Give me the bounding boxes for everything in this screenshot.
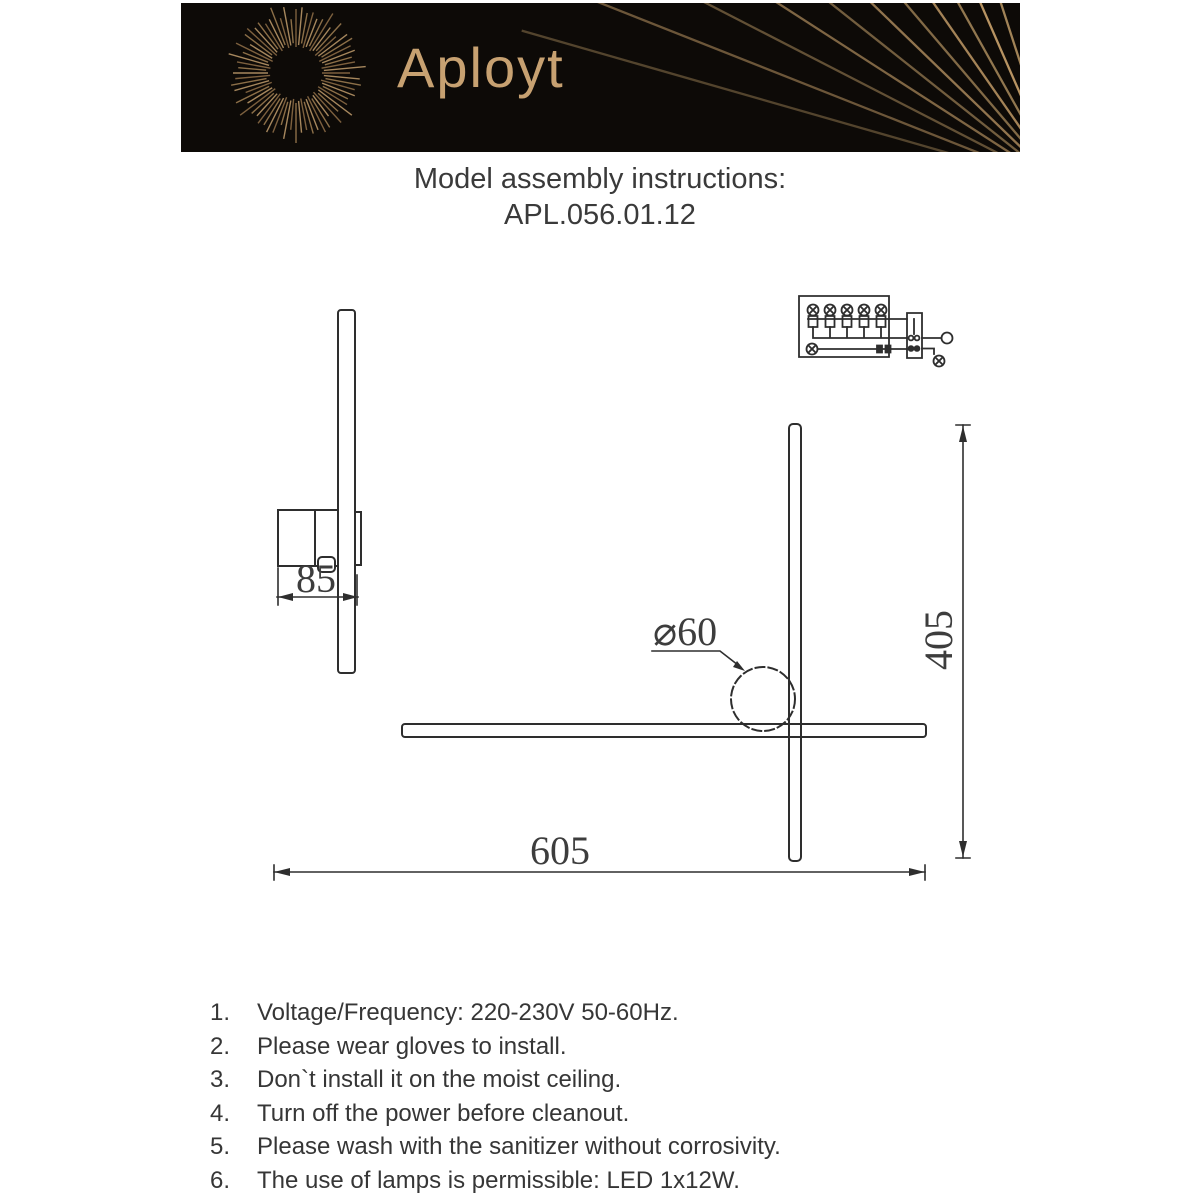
sphere-diameter-label: ⌀60	[653, 609, 718, 654]
supply-circle	[942, 333, 953, 344]
lamp-symbols-row	[808, 305, 887, 328]
side-view-drawing	[277, 310, 361, 673]
item-number: 5.	[210, 1133, 231, 1160]
tube-side-profile	[338, 310, 355, 673]
front-view-drawing	[274, 424, 970, 880]
item-text: Turn off the power before cleanout.	[257, 1099, 630, 1127]
item-number: 2.	[210, 1032, 231, 1060]
item-text: Voltage/Frequency: 220-230V 50-60Hz.	[257, 999, 679, 1026]
list-item	[210, 1130, 1060, 1164]
list-item	[210, 1030, 1060, 1064]
item-number: 4.	[210, 1099, 231, 1127]
list-item	[210, 1164, 1060, 1198]
horizontal-tube	[402, 724, 926, 737]
page-title: Model assembly instructions:	[413, 163, 787, 195]
item-text: The use of lamps is permissible: LED 1x12W.	[257, 1166, 740, 1194]
list-item	[210, 1097, 1060, 1131]
list-item	[210, 1063, 1060, 1097]
wiring-diagram	[799, 296, 953, 367]
diameter-leader	[652, 651, 745, 671]
dimension-605	[274, 865, 925, 880]
item-number: 3.	[210, 1066, 231, 1093]
instruction-list	[210, 996, 1060, 1197]
dimension-depth-label: 85	[296, 556, 336, 601]
sphere-shade	[731, 667, 795, 731]
item-number: 6.	[210, 1166, 231, 1194]
vertical-tube	[789, 424, 801, 861]
item-number: 1.	[210, 999, 231, 1026]
item-text: Don`t install it on the moist ceiling.	[257, 1066, 622, 1093]
item-text: Please wash with the sanitizer without corrosivity.	[257, 1133, 781, 1160]
mount-plate	[355, 512, 361, 565]
wire-connector	[886, 346, 891, 353]
dimension-length-label: 605	[530, 828, 590, 873]
wire-connector	[877, 346, 882, 353]
model-number: APL.056.01.12	[504, 199, 696, 231]
wire-bus-mid	[813, 327, 907, 338]
wire-to-lamp-out	[922, 349, 934, 355]
lamp-symbol-bottom	[807, 344, 818, 355]
lamp-symbol-out	[934, 356, 945, 367]
item-text: Please wear gloves to install.	[257, 1032, 567, 1060]
list-item	[210, 996, 1060, 1030]
dimension-height-label: 405	[916, 610, 961, 670]
brand-logo-text: Aployt	[397, 36, 565, 99]
